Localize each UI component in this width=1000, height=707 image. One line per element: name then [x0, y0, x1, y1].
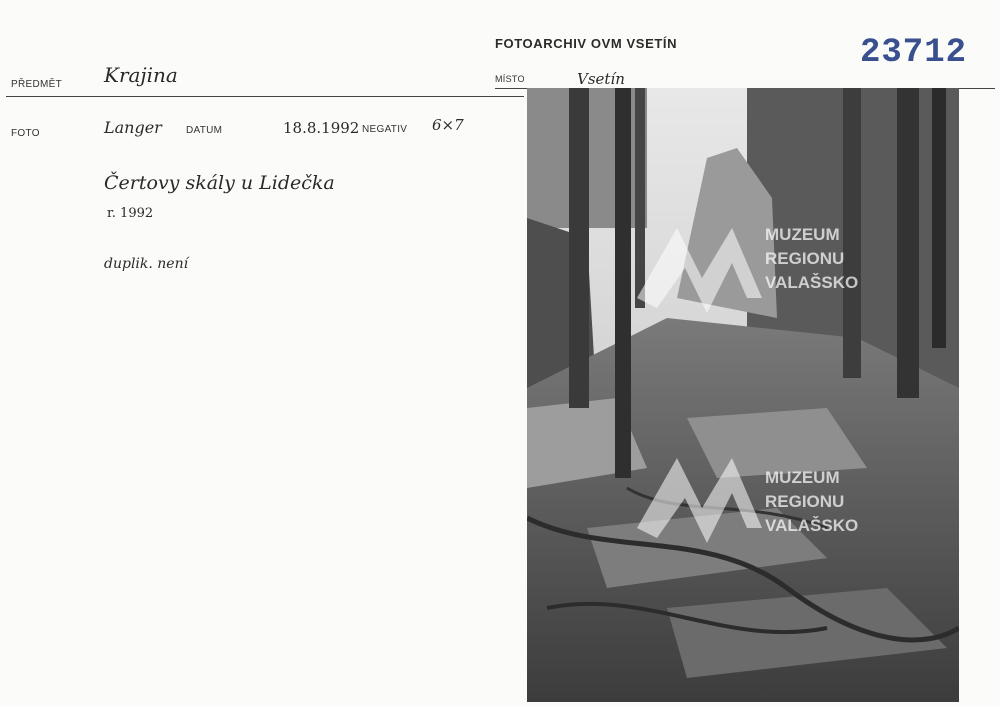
- watermark-line-3b: VALAŠSKO: [765, 516, 859, 535]
- description-title: Čertovy skály u Lidečka: [104, 172, 335, 194]
- header-rule-left: [6, 96, 524, 97]
- archive-name: FOTOARCHIV OVM VSETÍN: [495, 36, 678, 51]
- misto-label: MÍSTO: [495, 74, 525, 84]
- photo-illustration: [527, 88, 959, 702]
- predmet-label: PŘEDMĚT: [11, 79, 62, 90]
- inventory-number-stamp: 23712: [860, 34, 968, 72]
- duplicate-note: duplik. není: [104, 256, 189, 272]
- forest-rocks-photo: [527, 88, 959, 702]
- watermark-line-1b: MUZEUM: [765, 468, 840, 487]
- watermark-line-3: VALAŠSKO: [765, 273, 859, 292]
- datum-label: DATUM: [186, 125, 223, 136]
- negativ-value: 6×7: [432, 116, 464, 134]
- watermark-line-2b: REGIONU: [765, 492, 845, 511]
- negativ-label: NEGATIV: [362, 124, 408, 135]
- datum-value: 18.8.1992: [283, 119, 360, 137]
- predmet-value: Krajina: [104, 63, 178, 87]
- foto-value: Langer: [104, 118, 162, 137]
- foto-label: FOTO: [11, 128, 40, 139]
- misto-value: Vsetín: [577, 70, 625, 88]
- description-year: r. 1992: [107, 206, 154, 221]
- watermark-line-1: MUZEUM: [765, 225, 840, 244]
- watermark-line-2: REGIONU: [765, 249, 845, 268]
